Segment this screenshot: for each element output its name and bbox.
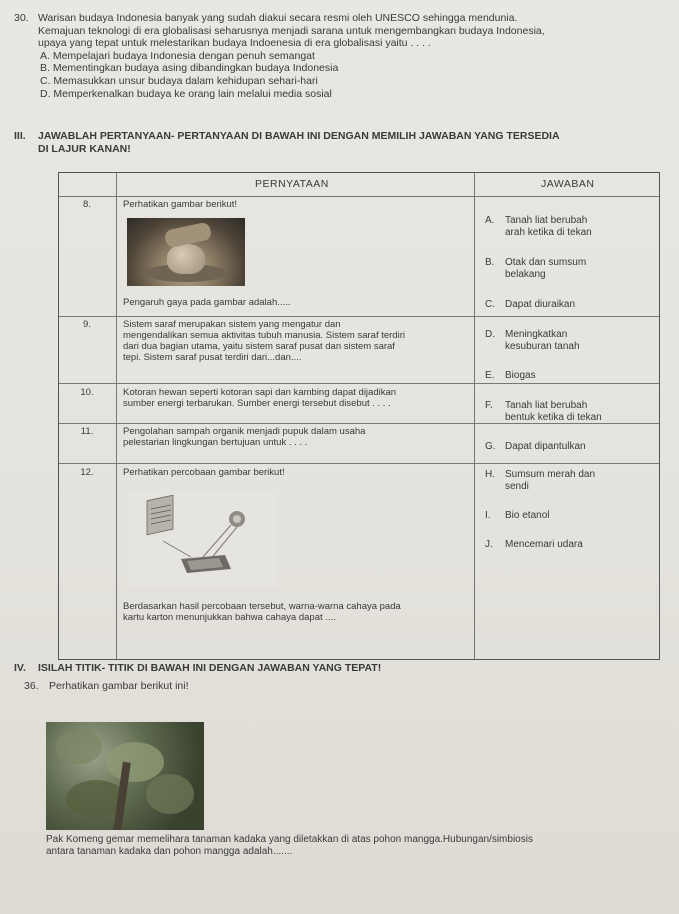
answer-i[interactable] — [485, 510, 653, 522]
question-text-line: upaya yang tepat untuk melestarikan budaya Indoenesia di era globalisasi yaitu . . . . — [38, 37, 431, 50]
row-text-line: mengendalikan semua aktivitas tubuh manusia. Sistem saraf terdiri — [123, 330, 405, 341]
answer-e[interactable] — [485, 370, 653, 382]
question-text-line: Warisan budaya Indonesia banyak yang sudah diakui secara resmi oleh UNESCO sehingga mendunia. — [38, 12, 518, 24]
row-number: 11. — [80, 426, 94, 437]
row-number: 12. — [80, 467, 94, 478]
row-text-line: Sistem saraf merupakan sistem yang mengatur dan — [123, 319, 341, 330]
answer-line: sendi — [505, 480, 529, 492]
option-c[interactable]: C. Memasukkan unsur budaya dalam kehidupan sehari-hari — [40, 74, 318, 87]
prism-experiment-diagram — [127, 491, 277, 587]
section-number: IV. — [14, 662, 26, 674]
question-30 — [14, 12, 669, 100]
row-number: 10. — [80, 387, 94, 398]
answer-line: Biogas — [505, 370, 536, 381]
pottery-wheel-photo — [127, 218, 245, 286]
row-divider — [59, 423, 659, 424]
question-number: 30. — [14, 12, 29, 24]
header-question: PERNYATAAN — [255, 178, 329, 190]
answer-line: Dapat dipantulkan — [505, 441, 586, 452]
answer-letter: A. — [485, 215, 495, 226]
matching-table — [58, 172, 660, 660]
answer-d[interactable] — [485, 329, 653, 352]
question-text-line: antara tanaman kadaka dan pohon mangga adalah....... — [46, 846, 293, 857]
row-number: 9. — [83, 319, 91, 330]
section-4-heading — [14, 662, 669, 674]
answer-c[interactable] — [485, 299, 653, 311]
answer-line: arah ketika di tekan — [505, 226, 592, 238]
answer-letter: I. — [485, 510, 491, 521]
row-9-text — [123, 319, 468, 363]
answer-line: Bio etanol — [505, 510, 550, 521]
option-b[interactable]: B. Mementingkan budaya asing dibandingkan budaya Indonesia — [40, 62, 339, 75]
answer-line: Tanah liat berubah — [505, 215, 588, 226]
row-10-text — [123, 387, 468, 409]
question-36-text — [46, 834, 666, 858]
section-3-heading — [14, 130, 669, 156]
row-divider — [59, 196, 659, 197]
row-text-line: Kotoran hewan seperti kotoran sapi dan kambing dapat dijadikan — [123, 387, 397, 398]
column-divider — [474, 173, 475, 659]
answer-letter: B. — [485, 257, 495, 268]
foliage-shape — [106, 742, 164, 782]
answer-letter: J. — [485, 539, 493, 550]
column-divider — [116, 173, 117, 659]
row-8-text: Perhatikan gambar berikut! — [123, 199, 238, 210]
section-instruction: ISILAH TITIK- TITIK DI BAWAH INI DENGAN JAWABAN YANG TEPAT! — [38, 662, 382, 674]
answer-letter: F. — [485, 400, 493, 411]
foliage-shape — [146, 774, 194, 814]
row-text-line: Pengolahan sampah organik menjadi pupuk dalam usaha — [123, 426, 366, 437]
row-divider — [59, 316, 659, 317]
answer-f[interactable] — [485, 400, 653, 423]
answer-g[interactable] — [485, 441, 653, 453]
answer-a[interactable] — [485, 215, 653, 238]
row-8-question: Pengaruh gaya pada gambar adalah..... — [123, 297, 291, 308]
answer-line: Meningkatkan — [505, 329, 568, 340]
question-text-line: Kemajuan teknologi di era globalisasi seharusnya menjadi sarana untuk mengembangkan budaya Indonesia, — [38, 24, 545, 37]
answer-line: Otak dan sumsum — [505, 257, 587, 268]
question-number: 36. — [24, 680, 39, 692]
answer-letter: E. — [485, 370, 495, 381]
mango-tree-photo — [46, 722, 204, 830]
row-text-line: kartu karton menunjukkan bahwa cahaya dapat .... — [123, 612, 336, 623]
row-text-line: sumber energi terbarukan. Sumber energi tersebut disebut . . . . — [123, 398, 391, 409]
card-panel — [147, 495, 173, 535]
answer-letter: G. — [485, 441, 496, 452]
question-text-line: Pak Komeng gemar memelihara tanaman kadaka yang diletakkan di atas pohon mangga.Hubungan/simbiosis — [46, 834, 533, 845]
answer-line: Mencemari udara — [505, 539, 583, 550]
question-36 — [14, 680, 669, 692]
row-text-line: Berdasarkan hasil percobaan tersebut, warna-warna cahaya pada — [123, 601, 401, 612]
answer-j[interactable] — [485, 539, 653, 551]
row-number: 8. — [83, 199, 91, 210]
row-12-text: Perhatikan percobaan gambar berikut! — [123, 467, 285, 478]
row-text-line: tepi. Sistem saraf pusat terdiri dari...dan.... — [123, 352, 302, 363]
row-12-question — [123, 601, 468, 623]
section-instruction: JAWABLAH PERTANYAAN- PERTANYAAN DI BAWAH INI DENGAN MEMILIH JAWABAN YANG TERSEDIA — [38, 130, 560, 142]
section-instruction: DI LAJUR KANAN! — [38, 143, 131, 155]
row-divider — [59, 383, 659, 384]
clay-pot-shape — [167, 244, 205, 274]
answer-line: bentuk ketika di tekan — [505, 411, 602, 423]
answer-letter: H. — [485, 469, 495, 480]
answer-line: Tanah liat berubah — [505, 400, 588, 411]
answer-b[interactable] — [485, 257, 653, 280]
answer-letter: D. — [485, 329, 495, 340]
row-divider — [59, 463, 659, 464]
header-answer: JAWABAN — [541, 178, 595, 190]
answer-line: kesuburan tanah — [505, 340, 580, 352]
option-a[interactable]: A. Mempelajari budaya Indonesia dengan penuh semangat — [40, 49, 315, 62]
lamp-center — [233, 515, 241, 523]
section-number: III. — [14, 130, 26, 142]
row-text-line: dari dua bagian utama, yaitu sistem saraf pusat dan sistem saraf — [123, 341, 395, 352]
answer-letter: C. — [485, 299, 495, 310]
answer-line: Sumsum merah dan — [505, 469, 596, 480]
answer-line: Dapat diuraikan — [505, 299, 576, 310]
option-d[interactable]: D. Memperkenalkan budaya ke orang lain melalui media sosial — [40, 87, 332, 100]
diagram-label: . — [175, 550, 176, 554]
answer-line: belakang — [505, 268, 546, 280]
row-11-text — [123, 426, 468, 448]
question-prompt: Perhatikan gambar berikut ini! — [49, 680, 189, 692]
foliage-shape — [56, 730, 102, 764]
answer-h[interactable] — [485, 469, 653, 492]
row-text-line: pelestarian lingkungan bertujuan untuk . . . . — [123, 437, 308, 448]
